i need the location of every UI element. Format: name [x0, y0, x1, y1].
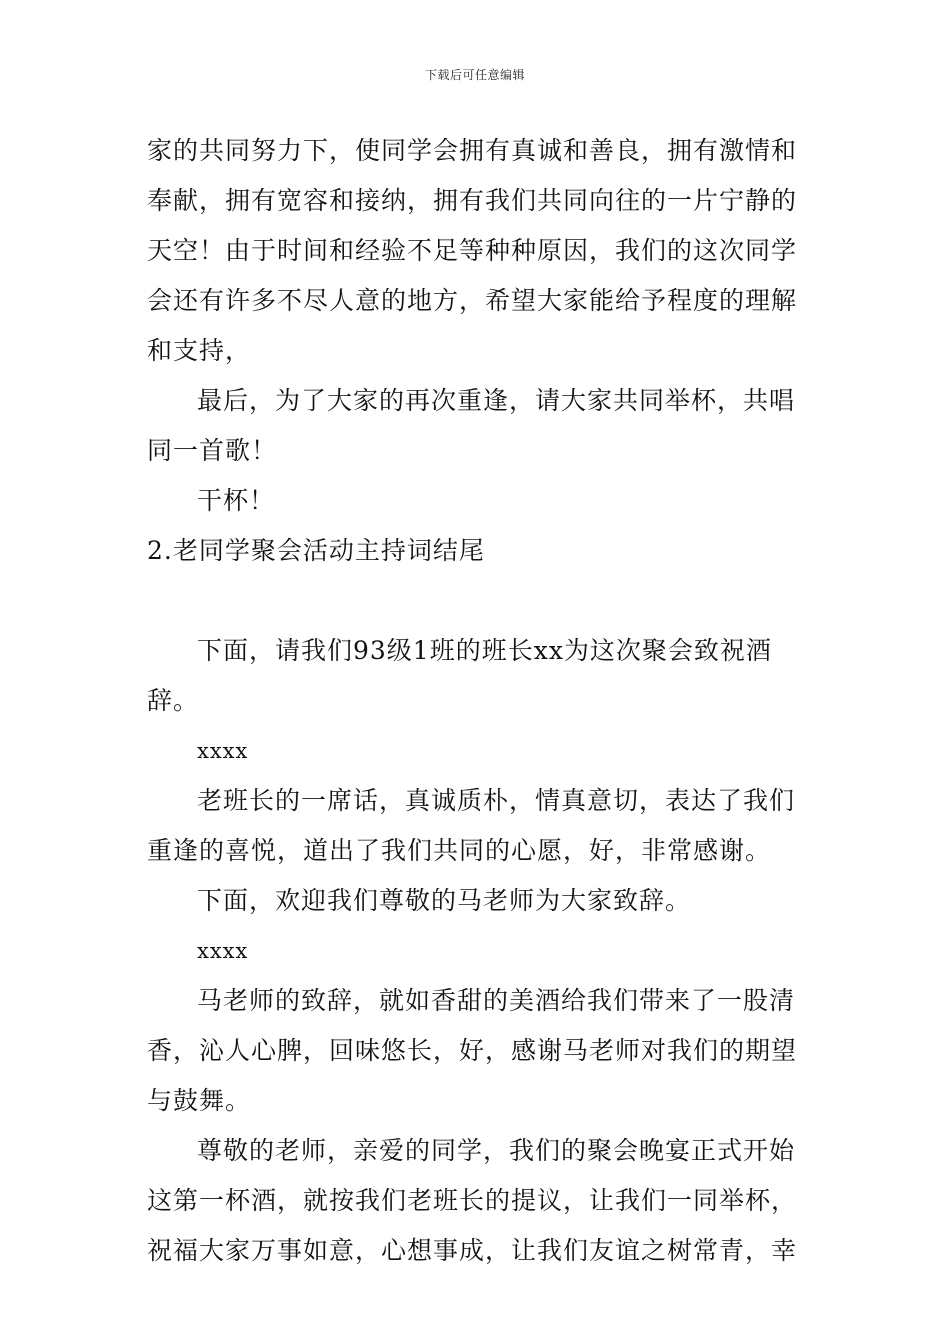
document-body [147, 126, 817, 1276]
paragraph-final-toast: 最后，为了大家的再次重逢，请大家共同举杯，共唱同一首歌！ [147, 386, 796, 465]
paragraph-placeholder: xxxx [197, 739, 249, 763]
paragraph-teacher-intro: 下面，欢迎我们尊敬的马老师为大家致辞。 [197, 886, 692, 915]
page-header-note: 下载后可任意编辑 [424, 68, 525, 82]
paragraph-banquet-start: 尊敬的老师，亲爱的同学，我们的聚会晚宴正式开始这第一杯酒，就按我们老班长的提议，让我们一同举杯，祝福大家万事如意，心想事成，让我们友谊之树常青，幸 [147, 1136, 798, 1265]
paragraph-placeholder: xxxx [197, 939, 249, 963]
paragraph-monitor-intro: 下面，请我们93级1班的班长xx为这次聚会致祝酒辞。 [147, 636, 772, 715]
paragraph-monitor-thanks: 老班长的一席话，真诚质朴，情真意切，表达了我们重逢的喜悦，道出了我们共同的心愿，好，非常感谢。 [147, 786, 796, 865]
section-heading: 2.老同学聚会活动主持词结尾 [147, 536, 485, 565]
paragraph-continuation: 家的共同努力下，使同学会拥有真诚和善良，拥有激情和奉献，拥有宽容和接纳，拥有我们共同向往的一片宁静的天空！由于时间和经验不足等种种原因，我们的这次同学会还有许多不尽人意的地方，希望大家能给予程度的理解和支持， [147, 136, 798, 365]
blank-line [147, 576, 817, 626]
paragraph-teacher-thanks: 马老师的致辞，就如香甜的美酒给我们带来了一股清香，沁人心脾，回味悠长，好，感谢马老师对我们的期望与鼓舞。 [147, 986, 798, 1115]
paragraph-cheers: 干杯！ [197, 486, 276, 515]
